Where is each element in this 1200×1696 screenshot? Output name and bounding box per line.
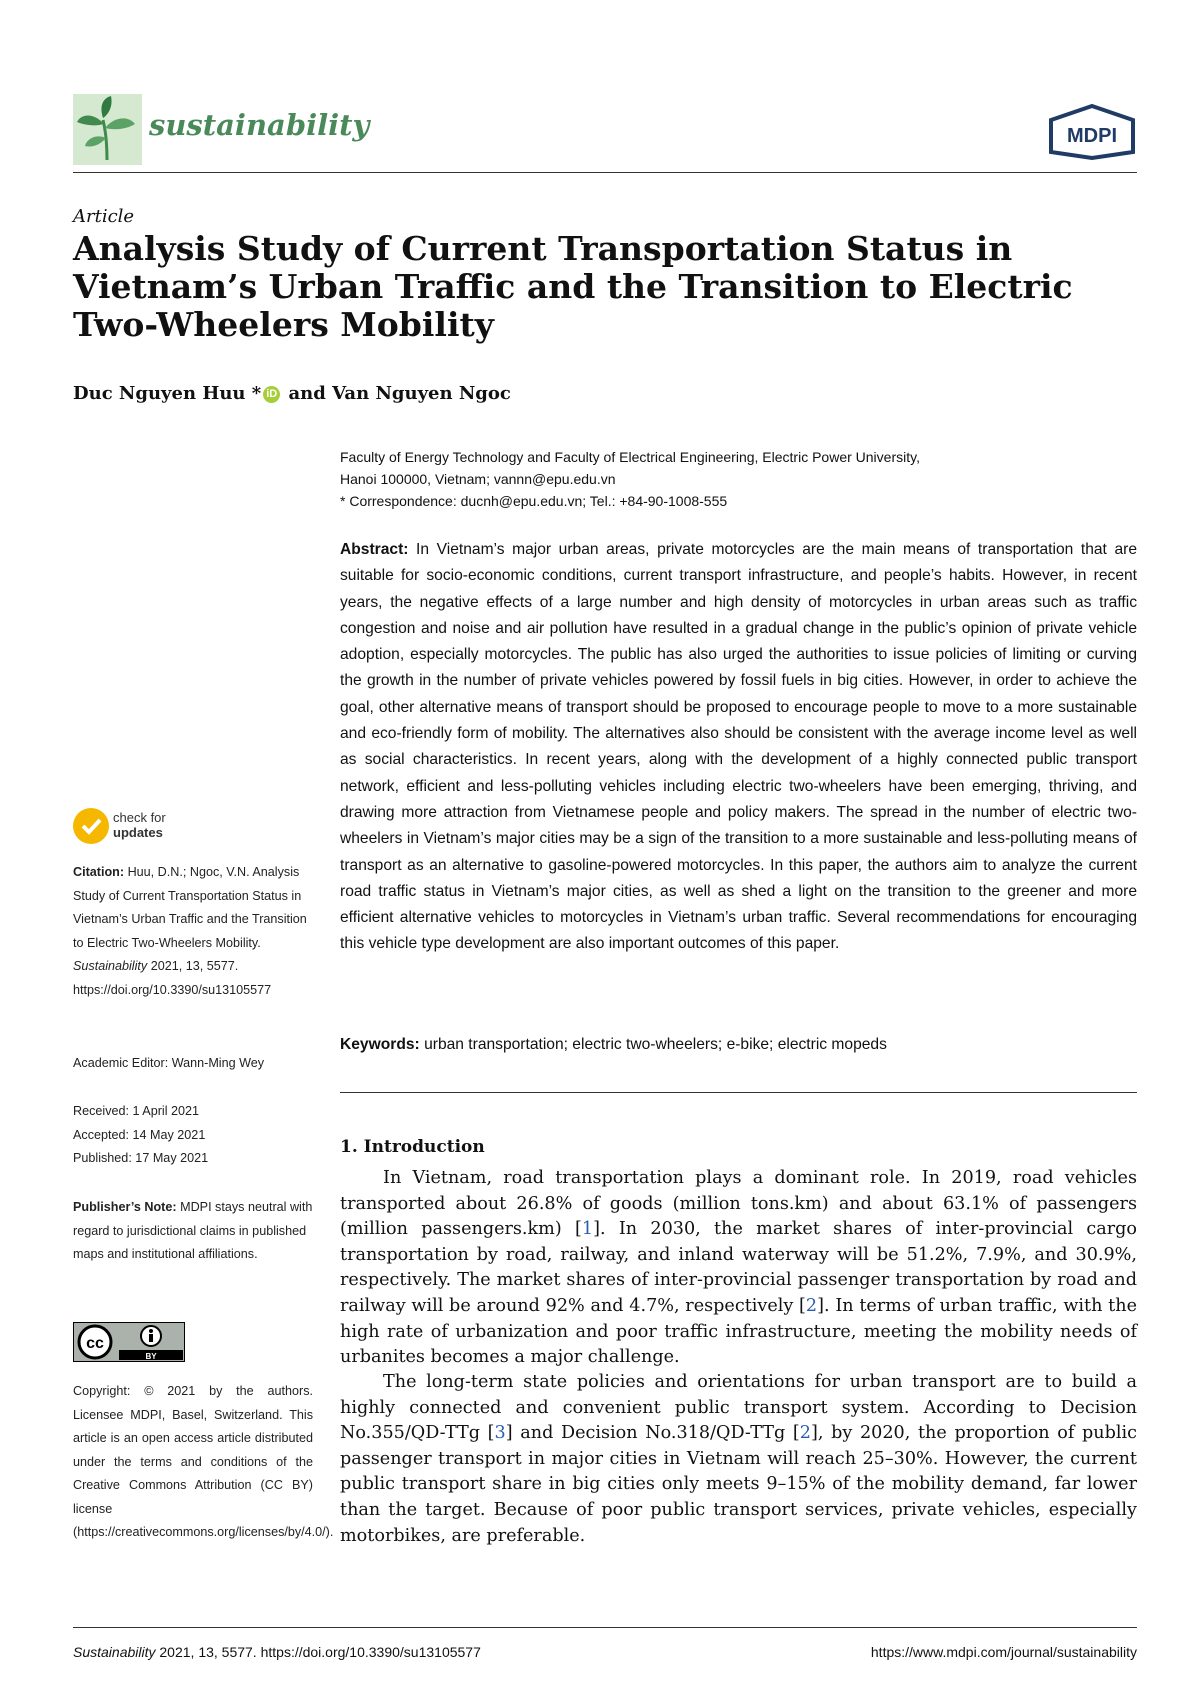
affiliation-line: Faculty of Energy Technology and Faculty of Electrical Engineering, Electric Power University,	[340, 449, 920, 465]
footer-doi[interactable]: 2021, 13, 5577. https://doi.org/10.3390/su13105577	[159, 1644, 481, 1660]
plant-icon	[73, 94, 142, 165]
body-paragraph	[340, 1370, 1137, 1549]
citation-ref[interactable]: 2021, 13, 5577. https://doi.org/10.3390/su13105577	[73, 959, 272, 997]
citation-link[interactable]: 2	[799, 1423, 811, 1444]
cc-text: cc	[86, 1335, 104, 1352]
date-published: Published: 17 May 2021	[73, 1151, 209, 1165]
keywords	[340, 1036, 1137, 1054]
check-for-updates-badge[interactable]	[73, 808, 213, 848]
affiliation-line: Hanoi 100000, Vietnam; vannn@epu.edu.vn	[340, 471, 616, 487]
abstract-label: Abstract:	[340, 541, 409, 558]
check-updates-line: check for	[113, 810, 166, 825]
paragraph-text: In Vietnam, road transportation plays a dominant role. In 2019, road vehicles transported about 26.8% of goods (million tons.km) and about 63.1% of passengers (million passengers.km) [	[340, 1168, 1137, 1240]
journal-logo	[73, 94, 142, 165]
footer-journal-url[interactable]: https://www.mdpi.com/journal/sustainability	[870, 1644, 1137, 1660]
paragraph-text: ]. In terms of urban traffic, with the high rate of urbanization and poor traffic infrastructure, meeting the mobility needs of urbanites becomes a major challenge.	[340, 1295, 1137, 1368]
keywords-label: Keywords:	[340, 1036, 420, 1053]
orcid-icon[interactable]: iD	[263, 386, 280, 403]
check-icon	[73, 808, 109, 844]
footer-divider	[73, 1627, 1137, 1628]
date-accepted: Accepted: 14 May 2021	[73, 1127, 206, 1142]
publisher-note-text: MDPI stays neutral with regard to jurisdictional claims in published maps and institutional affiliations.	[73, 1200, 313, 1261]
publisher-note	[73, 1196, 313, 1267]
page-header	[73, 94, 1137, 174]
paragraph-text: ]. In 2030, the market shares of inter-provincial cargo transportation by road, railway, and inland waterway will be 51.2%, 7.9%, and 30.9%, respectively. The market shares of inter-provincial passenger transportation by road and railway will be around 92% and 4.7%, respectively [	[340, 1219, 1137, 1316]
citation-journal: Sustainability	[73, 959, 148, 973]
journal-name: sustainability	[149, 108, 370, 142]
citation-link[interactable]: 2	[805, 1295, 818, 1316]
mdpi-logo-text: MDPI	[1067, 125, 1117, 147]
author-name: Duc Nguyen Huu	[73, 383, 246, 404]
footer-citation	[73, 1644, 481, 1660]
article-type: Article	[73, 206, 135, 227]
citation-block	[73, 861, 313, 1002]
abstract-divider	[340, 1092, 1137, 1093]
by-text: BY	[145, 1352, 157, 1361]
author-conjunction: and	[288, 383, 326, 404]
affiliations	[340, 446, 1140, 512]
author-name: Van Nguyen Ngoc	[332, 383, 511, 404]
abstract	[340, 537, 1137, 958]
author-list	[73, 383, 511, 404]
paragraph-text: ], by 2020, the proportion of public passenger transport in major cities in Vietnam will reach 25–30%. However, the current public transport share in big cities only meets 9–15% of the mobility demand, far lower than the target. Because of poor public transport services, private vehicles, especially motorbikes, are preferable.	[340, 1423, 1137, 1546]
abstract-text: In Vietnam’s major urban areas, private motorcycles are the main means of transportation that are suitable for socio-economic conditions, current transport infrastructure, and people’s habits. However, in recent years, the negative effects of a large number and high density of motorcycles in urban areas such as traffic congestion and noise and air pollution have resulted in a gradual change in the public’s opinion of private vehicle adoption, especially motorcycles. The public has also urged the authorities to issue policies of limiting or curving the growth in the number of private vehicles powered by fossil fuels in big cities. However, in order to achieve the goal, other alternative means of transport should be proposed to encourage people to move to a more sustainable and eco-friendly form of mobility. The alternatives also should be consistent with the average income level as well as social characteristics. In recent years, along with the development of a highly connected public transport network, efficient and less-polluting vehicles including electric two-wheelers have been emerging, thriving, and drawing more attraction from Vietnamese people and policy makers. The spread in the number of electric two-wheelers in Vietnam’s major cities may be a sign of the transition to a more sustainable and less-polluting means of transport as an alternative to gasoline-powered motorcycles. In this paper, the authors aim to analyze the current road traffic status in Vietnam’s major cities, as well as shed a light on the transition to the greener and more efficient alternative vehicles to motorcycles in Vietnam’s urban traffic. Several recommendations for encouraging this vehicle type development are also important outcomes of this paper.	[340, 541, 1137, 953]
section-heading: 1. Introduction	[340, 1137, 485, 1157]
academic-editor: Academic Editor: Wann-Ming Wey	[73, 1056, 265, 1070]
paper-title: Analysis Study of Current Transportation Status in Vietnam’s Urban Traffic and the Transition to Electric Two-Wheelers Mobility	[73, 229, 1073, 344]
citation-link[interactable]: 1	[581, 1219, 594, 1240]
publication-dates	[73, 1100, 313, 1171]
paragraph-text: ] and Decision No.318/QD-TTg [	[505, 1423, 800, 1444]
citation-text: Huu, D.N.; Ngoc, V.N. Analysis Study of Current Transportation Status in Vietnam’s Urban Traffic and the Transition to Electric Two-Wheelers Mobility.	[73, 865, 307, 950]
paragraph-text: The long-term state policies and orientations for urban transport are to build a highly connected and convenient public transport system. According to Decision No.355/QD-TTg [	[340, 1372, 1137, 1444]
header-divider	[73, 172, 1137, 173]
footer-journal: Sustainability	[73, 1644, 156, 1660]
copyright-notice: Copyright: © 2021 by the authors. Licensee MDPI, Basel, Switzerland. This article is an open access article distributed under the terms and conditions of the Creative Commons Attribution (CC BY) license (https://creativecommons.org/licenses/by/4.0/).	[73, 1384, 334, 1539]
check-updates-line: updates	[113, 825, 163, 840]
publisher-note-label: Publisher’s Note:	[73, 1200, 177, 1214]
corresponding-marker: *	[251, 383, 262, 404]
keywords-text: urban transportation; electric two-wheelers; e-bike; electric mopeds	[424, 1036, 887, 1053]
body-paragraph	[340, 1166, 1137, 1371]
date-received: Received: 1 April 2021	[73, 1104, 200, 1118]
citation-link[interactable]: 3	[494, 1423, 506, 1444]
correspondence: * Correspondence: ducnh@epu.edu.vn; Tel.: +84-90-1008-555	[340, 493, 728, 509]
citation-label: Citation:	[73, 865, 125, 879]
mdpi-logo	[1047, 104, 1137, 160]
cc-by-license-icon[interactable]	[73, 1322, 185, 1362]
